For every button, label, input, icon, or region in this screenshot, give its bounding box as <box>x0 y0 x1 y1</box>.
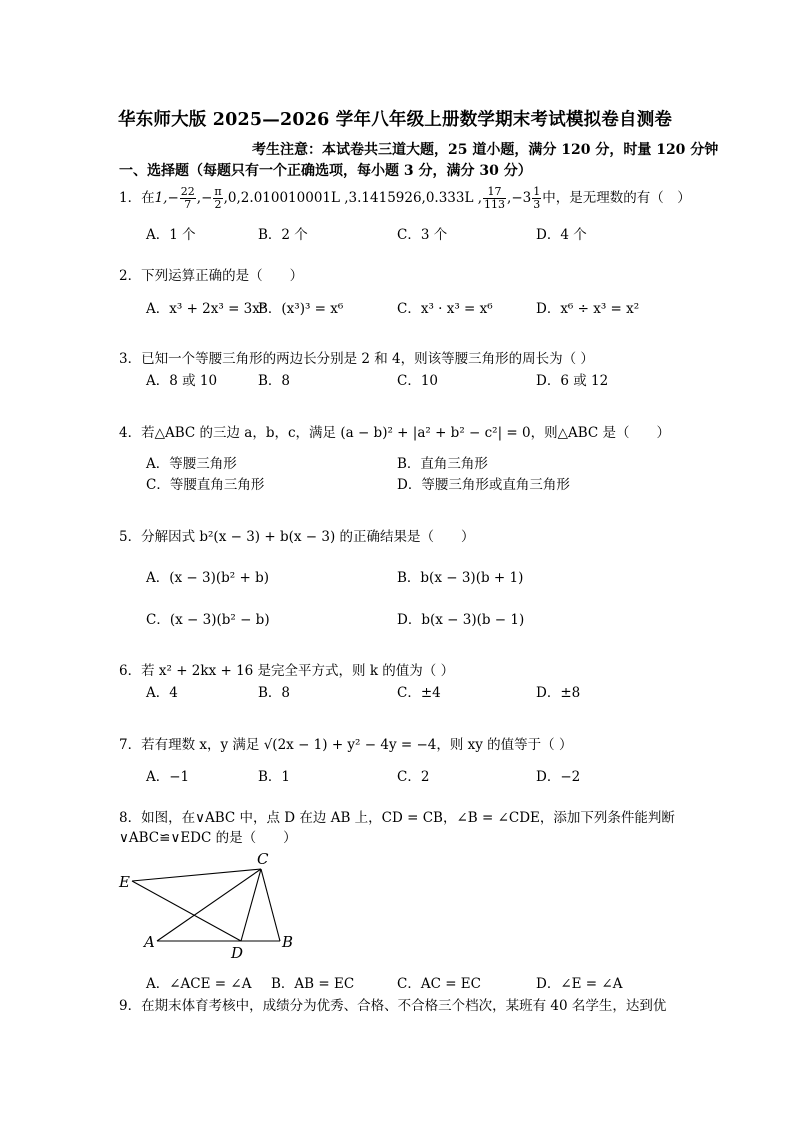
fraction: $\frac{1}{3}$ <box>533 185 541 211</box>
q6-option-d: D．±8 <box>536 685 581 701</box>
segment-ed <box>132 881 241 941</box>
q4-option-a: A．等腰三角形 <box>146 456 237 472</box>
q2-option-b: B．(x³)³ = x⁶ <box>258 301 344 317</box>
q8-option-b: B．AB = EC <box>271 976 355 992</box>
segment-ec <box>132 869 261 881</box>
q6-option-c: C．±4 <box>397 685 441 701</box>
q6-option-b: B．8 <box>258 685 291 701</box>
q1-option-b: B．2 个 <box>258 227 308 243</box>
question-3-stem: 3．已知一个等腰三角形的两边长分别是 2 和 4，则该等腰三角形的周长为（ ） <box>119 351 594 367</box>
question-8-stem-line2: ∨ABC≌∨EDC 的是（ ） <box>119 830 297 846</box>
q2-option-a: A．x³ + 2x³ = 3x⁶ <box>146 301 266 317</box>
label-e: E <box>119 873 130 891</box>
q7-option-c: C．2 <box>397 769 430 785</box>
q5-option-a: A．(x − 3)(b² + b) <box>146 570 270 586</box>
exam-title: 华东师大版 2025—2026 学年八年级上册数学期末考试模拟卷自测卷 <box>118 110 673 130</box>
question-7-stem: 7．若有理数 x，y 满足 √(2x − 1) + y² − 4y = −4，则 xy 的值等于（ ） <box>119 737 573 753</box>
q6-option-a: A．4 <box>146 685 178 701</box>
question-2-stem: 2．下列运算正确的是（ ） <box>119 268 304 284</box>
q4-option-b: B．直角三角形 <box>397 456 488 472</box>
q2-option-d: D．x⁶ ÷ x³ = x² <box>536 301 640 317</box>
question-6-stem: 6．若 x² + 2kx + 16 是完全平方式，则 k 的值为（ ） <box>119 663 455 679</box>
q8-option-a: A．∠ACE = ∠A <box>146 976 252 992</box>
q4-option-d: D．等腰三角形或直角三角形 <box>397 477 570 493</box>
label-a: A <box>144 933 155 951</box>
question-5-stem: 5．分解因式 b²(x − 3) + b(x − 3) 的正确结果是（ ） <box>119 529 475 545</box>
q1-option-a: A．1 个 <box>146 227 196 243</box>
q3-option-a: A．8 或 10 <box>146 373 218 389</box>
label-b: B <box>282 933 294 951</box>
label-d: D <box>231 944 244 962</box>
question-4-stem: 4．若△ABC 的三边 a，b，c，满足 (a − b)² + |a² + b² − c²| = 0，则△ABC 是（ ） <box>119 425 671 441</box>
q4-option-c: C．等腰直角三角形 <box>146 477 265 493</box>
q3-option-b: B．8 <box>258 373 291 389</box>
fraction: $\frac{\pi}{2}$ <box>214 185 222 211</box>
label-c: C <box>257 850 269 868</box>
q5-option-b: B．b(x − 3)(b + 1) <box>397 570 524 586</box>
question-1-stem: 1．在1,− $\frac{22}{7}$ ,− $\frac{\pi}{2}$ ,0,2.010010001L ,3.1415926,0.333L , $\frac{17}{113}$ ,−3 $\frac{1}{3}$ 中，是无理数的有（ ） <box>119 185 691 211</box>
q8-option-d: D．∠E = ∠A <box>536 976 623 992</box>
q2-option-c: C．x³ · x³ = x⁶ <box>397 301 493 317</box>
segment-ac <box>157 869 261 941</box>
q5-option-d: D．b(x − 3)(b − 1) <box>397 612 525 628</box>
segment-cb <box>261 869 280 941</box>
section-heading: 一、选择题（每题只有一个正确选项，每小题 3 分，满分 30 分） <box>119 163 532 179</box>
q3-option-d: D．6 或 12 <box>536 373 609 389</box>
q1-option-d: D．4 个 <box>536 227 587 243</box>
q3-option-c: C．10 <box>397 373 439 389</box>
segment-cd <box>241 869 261 941</box>
q7-option-a: A．−1 <box>146 769 190 785</box>
triangle-figure <box>110 848 310 966</box>
question-9-stem: 9．在期末体育考核中，成绩分为优秀、合格、不合格三个档次，某班有 40 名学生，达到优 <box>119 998 667 1014</box>
q5-option-c: C．(x − 3)(b² − b) <box>146 612 270 628</box>
q7-option-b: B．1 <box>258 769 291 785</box>
q1-option-c: C．3 个 <box>397 227 448 243</box>
q8-option-c: C．AC = EC <box>397 976 481 992</box>
fraction: $\frac{22}{7}$ <box>180 185 195 211</box>
q7-option-d: D．−2 <box>536 769 581 785</box>
fraction: $\frac{17}{113}$ <box>484 185 506 211</box>
exam-notice: 考生注意：本试卷共三道大题，25 道小题，满分 120 分，时量 120 分钟 <box>252 142 719 158</box>
question-8-stem-line1: 8．如图，在∨ABC 中，点 D 在边 AB 上，CD = CB，∠B = ∠CDE，添加下列条件能判断 <box>119 810 675 826</box>
